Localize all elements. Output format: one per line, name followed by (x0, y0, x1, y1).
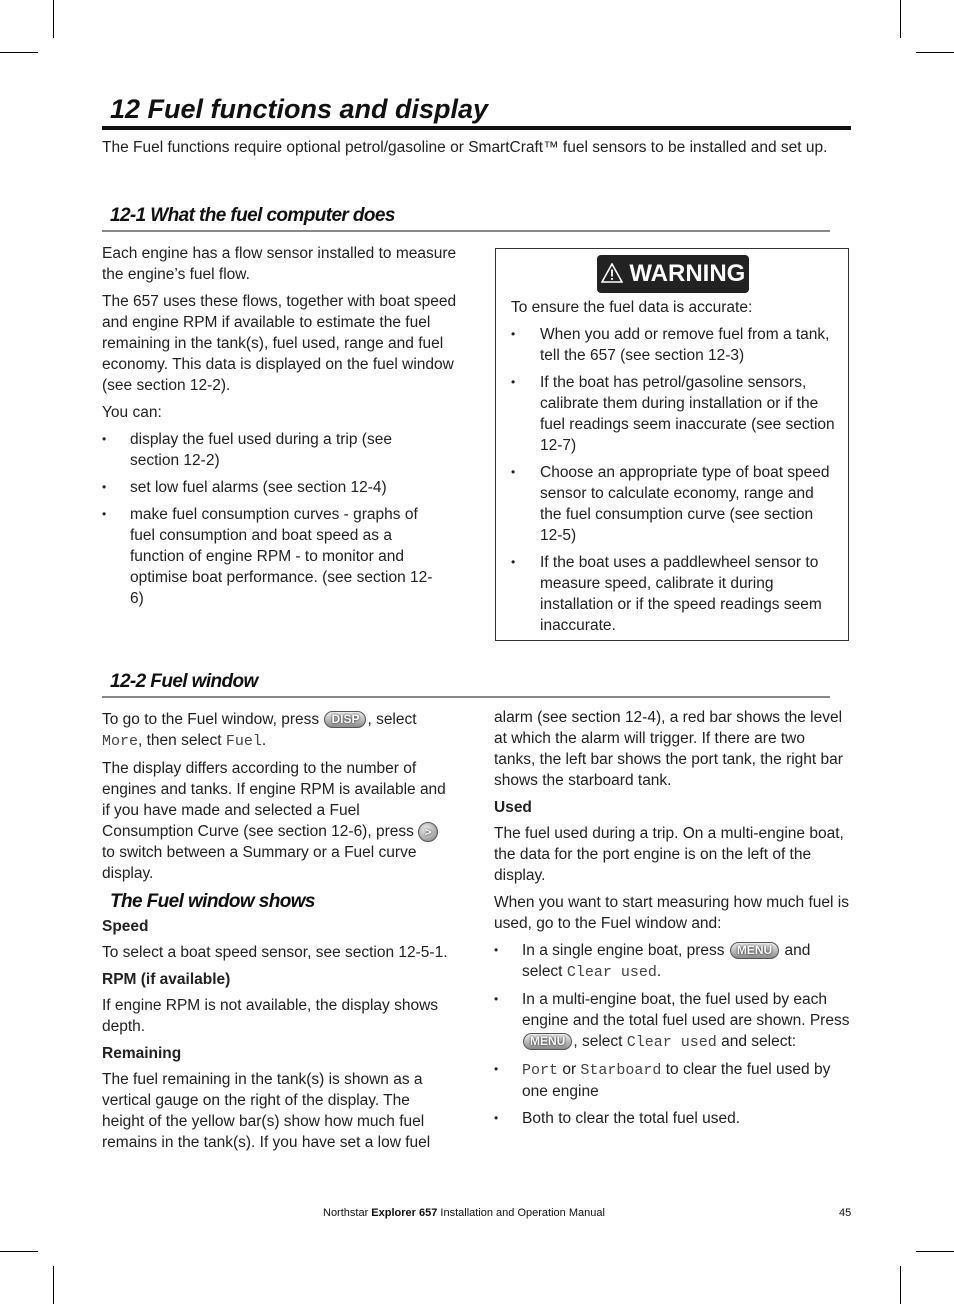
menu-option-clear-used: Clear used (626, 1034, 717, 1051)
paragraph: If engine RPM is not available, the display shows depth. (102, 997, 439, 1035)
text: In a single engine boat, press (522, 942, 729, 959)
crop-mark (916, 1251, 954, 1252)
subheading-remaining: Remaining (102, 1045, 182, 1062)
intro-text: The Fuel functions require optional petrol/gasoline or SmartCraft™ fuel sensors to be installed and set up. (102, 139, 828, 156)
page-number: 45 (839, 1207, 852, 1219)
list-item: • Both to clear the total fuel used. (494, 1108, 850, 1129)
paragraph: The fuel used during a trip. On a multi-engine boat, the data for the port engine is on the left of the display. (494, 825, 844, 884)
paragraph (102, 709, 454, 752)
right-arrow-key-icon: > (418, 822, 438, 842)
list-item (494, 1059, 850, 1102)
section-heading-12-1: 12-1 What the fuel computer does (110, 205, 395, 226)
list-item: • If the boat uses a paddlewheel sensor to measure speed, calibrate it during installation or if the speed readings seem inaccurate. (511, 552, 836, 636)
text: to clear the fuel used by one engine (522, 1061, 831, 1100)
section-heading-12-2: 12-2 Fuel window (110, 671, 258, 692)
title-rule (102, 126, 851, 130)
text: . (261, 732, 267, 749)
menu-option-starboard: Starboard (580, 1062, 662, 1079)
warning-badge (597, 255, 749, 293)
paragraph: alarm (see section 12-4), a red bar shows the level at which the alarm will trigger. If there are two tanks, the left bar shows the port tank, the right bar shows the starboard tank. (494, 709, 843, 789)
list-item (494, 940, 850, 983)
text: To go to the Fuel window, press (102, 711, 324, 728)
subheading-fuel-window-shows: The Fuel window shows (110, 891, 315, 912)
section-rule (102, 696, 830, 698)
menu-option-more: More (102, 733, 139, 750)
text: In a multi-engine boat, the fuel used by each engine and the total fuel used are shown. Press (522, 991, 850, 1029)
menu-option-port: Port (522, 1062, 559, 1079)
subheading-rpm: RPM (if available) (102, 971, 231, 988)
warning-label: WARNING (629, 260, 746, 287)
disp-key-icon: DISP (324, 711, 366, 728)
list-item: • make fuel consumption curves - graphs of fuel consumption and boat speed as a function of engine RPM - to monitor and optimise boat performance. (see section 12-6) (102, 504, 464, 609)
warning-body (511, 297, 836, 636)
crop-mark (0, 1251, 38, 1252)
paragraph: You can: (102, 404, 162, 421)
warning-box (495, 248, 849, 641)
crop-mark (53, 0, 54, 38)
list-item: • set low fuel alarms (see section 12-4) (102, 477, 464, 498)
crop-mark (0, 52, 38, 53)
paragraph: Each engine has a flow sensor installed to measure the engine’s fuel flow. (102, 245, 457, 283)
menu-option-clear-used: Clear used (566, 964, 657, 981)
text: and select: (716, 1033, 797, 1050)
text: , select (367, 711, 417, 728)
footer (323, 1203, 605, 1224)
paragraph: When you want to start measuring how much fuel is used, go to the Fuel window and: (494, 894, 849, 932)
text: and select (522, 942, 811, 980)
menu-key-icon: MENU (730, 942, 779, 959)
section-rule (102, 230, 830, 232)
text: to switch between a Summary or a Fuel curve display. (102, 844, 417, 882)
subheading-speed: Speed (102, 918, 149, 935)
footer-text: Installation and Operation Manual (437, 1207, 605, 1219)
paragraph: The fuel remaining in the tank(s) is shown as a vertical gauge on the right of the display. The height of the yellow bar(s) show how much fuel remains in the tank(s). If you have set a low fuel (102, 1071, 431, 1151)
page-title: 12 Fuel functions and display (110, 94, 489, 124)
section-12-2-right-column (494, 707, 850, 1135)
list-item (494, 989, 850, 1053)
list-item: • If the boat has petrol/gasoline sensors, calibrate them during installation or if the fuel readings seem inaccurate (see section 12-7) (511, 372, 836, 456)
crop-mark (900, 1266, 901, 1304)
paragraph: To select a boat speed sensor, see section 12-5-1. (102, 944, 448, 961)
text: , select (573, 1033, 627, 1050)
text: , then select (138, 732, 226, 749)
list-item: • Choose an appropriate type of boat speed sensor to calculate economy, range and the fuel consumption curve (see section 12-5) (511, 462, 836, 546)
crop-mark (53, 1266, 54, 1304)
paragraph (102, 758, 454, 884)
section-12-1-text (102, 243, 464, 615)
section-12-2-left-column (102, 709, 454, 1159)
paragraph: The 657 uses these flows, together with boat speed and engine RPM if available to estimate the fuel remaining in the tank(s), fuel used, range and fuel economy. This data is displayed on the fuel window (see section 12-2). (102, 293, 457, 394)
crop-mark (916, 52, 954, 53)
text: . (656, 963, 662, 980)
menu-key-icon: MENU (523, 1033, 572, 1050)
text: or (558, 1061, 581, 1078)
warning-triangle-icon (601, 260, 630, 287)
crop-mark (900, 0, 901, 38)
subheading-used: Used (494, 799, 532, 816)
footer-product: Explorer 657 (371, 1207, 438, 1219)
menu-option-fuel: Fuel (225, 733, 262, 750)
footer-brand: Northstar (323, 1207, 372, 1219)
list-item: • display the fuel used during a trip (see section 12-2) (102, 429, 464, 471)
list-item: • When you add or remove fuel from a tank, tell the 657 (see section 12-3) (511, 324, 836, 366)
warning-intro: To ensure the fuel data is accurate: (511, 299, 753, 316)
text: The display differs according to the number of engines and tanks. If engine RPM is available and if you have made and selected a Fuel Consumption Curve (see section 12-6), press (102, 760, 446, 840)
